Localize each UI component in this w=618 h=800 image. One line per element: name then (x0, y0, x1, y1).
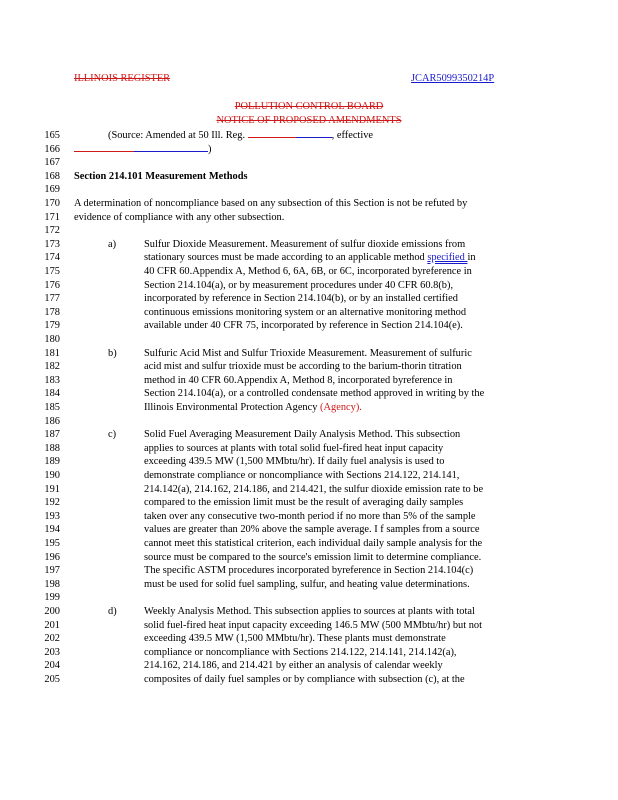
line-number: 193 (44, 510, 60, 522)
subsection-line: demonstrate compliance or noncompliance with Sections 214.122, 214.141, (144, 470, 460, 481)
source-note-cont: ) (74, 143, 211, 157)
subsection-line: Illinois Environmental Protection Agency (Agency). (144, 402, 362, 413)
subsection-letter: b) (108, 347, 117, 359)
subsection-line: solid fuel-fired heat input capacity exceeding 146.5 MW (500 MMbtu/hr) but not (144, 619, 482, 631)
register-page-blank (296, 137, 332, 138)
subsection-line: applies to sources at plants with total solid fuel-fired heat input capacity (144, 442, 444, 454)
line-number: 205 (44, 674, 60, 685)
subsection-line: 214.142(a), 214.162, 214.186, and 214.421, the sulfur dioxide emission rate to be (144, 483, 484, 495)
subsection-line: exceeding 439.5 MW (1,500 MMbtu/hr). If daily fuel analysis is used to (144, 456, 445, 468)
line-number: 203 (44, 646, 60, 658)
subsection-line: 40 CFR 60.Appendix A, Method 6, 6A, 6B, or 6C, incorporated byreference in (144, 266, 472, 277)
subsection-line: incorporated by reference in Section 214.104(b), or by an installed certified (144, 293, 458, 305)
line-number: 199 (44, 592, 60, 604)
subsection-letter: a) (108, 238, 117, 250)
line-number: 177 (44, 293, 60, 305)
subsection-line: values are greater than 20% above the sample average. I f samples from a source (144, 524, 480, 536)
subsection-line: method in 40 CFR 60.Appendix A, Method 8, incorporated byreference in (144, 374, 453, 386)
line-number: 170 (44, 198, 60, 209)
subsection-line: continuous emissions monitoring system or an alternative monitoring method (144, 306, 467, 318)
line-number: 181 (44, 347, 60, 359)
subsection-line: available under 40 CFR 75, incorporated by reference in Section 214.104(e). (144, 320, 463, 332)
line-number: 190 (44, 470, 60, 481)
line-number: 175 (44, 266, 60, 277)
subsection-line: stationary sources must be made according to an applicable method specified in (144, 252, 476, 264)
subsection-line: Weekly Analysis Method. This subsection applies to sources at plants with total (144, 606, 475, 617)
line-number: 191 (44, 483, 60, 495)
subsection-line: 214.162, 214.186, and 214.421 by either an analysis of calendar weekly (144, 660, 443, 672)
line-number: 168 (44, 170, 60, 182)
effective-date-blank-blue (134, 151, 208, 152)
line-number: 204 (44, 660, 60, 672)
line-number: 178 (44, 306, 60, 318)
line-number: 182 (44, 361, 60, 373)
subsection-line: Sulfur Dioxide Measurement. Measurement of sulfur dioxide emissions from (144, 238, 466, 250)
line-number: 167 (44, 157, 60, 169)
register-title: ILLINOIS REGISTER (74, 73, 171, 84)
line-number: 198 (44, 578, 60, 590)
line-number: 200 (44, 606, 60, 617)
subsection-line: Section 214.104(a), or by measurement procedures under 40 CFR 60.8(b), (144, 279, 454, 291)
subsection-line: The specific ASTM procedures incorporated byreference in Section 214.104(c) (144, 565, 474, 577)
line-number: 169 (44, 184, 60, 196)
line-number: 194 (44, 524, 60, 536)
subsection-line: compared to the emission limit must be the result of averaging daily samples (144, 497, 464, 509)
line-number: 183 (44, 374, 60, 386)
register-volume-blank (248, 137, 296, 138)
source-note (108, 129, 373, 143)
line-number: 185 (44, 402, 60, 413)
line-number: 172 (44, 225, 60, 237)
line-number: 165 (44, 130, 60, 141)
line-number: 180 (44, 334, 60, 345)
intro-line-1: A determination of noncompliance based on any subsection of this Section is not be refuted by (74, 198, 468, 209)
line-number: 192 (44, 497, 60, 509)
line-number: 196 (44, 551, 60, 563)
notice-title: NOTICE OF PROPOSED AMENDMENTS (216, 115, 402, 126)
section-title: Section 214.101 Measurement Methods (74, 171, 248, 182)
board-name: POLLUTION CONTROL BOARD (234, 101, 384, 112)
subsection-line: source must be compared to the source's emission limit to determine compliance. (144, 551, 482, 563)
subsection-line: cannot meet this statistical criterion, each individual daily sample analysis for the (144, 538, 483, 549)
line-number: 174 (44, 252, 60, 264)
effective-date-blank-red (74, 151, 134, 152)
subsection-line: Sulfuric Acid Mist and Sulfur Trioxide Measurement. Measurement of sulfuric (144, 347, 472, 359)
subsection-line: exceeding 439.5 MW (1,500 MMbtu/hr). These plants must demonstrate (144, 633, 446, 645)
source-prefix: (Source: Amended at 50 Ill. Reg. (108, 130, 248, 141)
subsection-letter: d) (108, 606, 117, 617)
subsection-line: composites of daily fuel samples or by compliance with subsection (c), at the (144, 674, 465, 685)
line-number: 186 (44, 415, 60, 427)
effective-label: , effective (331, 130, 374, 141)
line-number: 173 (44, 238, 60, 250)
intro-line-2: evidence of compliance with any other subsection. (74, 212, 285, 223)
line-number: 184 (44, 388, 60, 400)
line-number: 189 (44, 456, 60, 468)
line-number: 195 (44, 538, 60, 549)
line-number: 166 (44, 143, 60, 155)
line-number: 176 (44, 279, 60, 291)
line-number: 201 (44, 619, 60, 631)
agency-insertion: (Agency). (320, 402, 362, 413)
subsection-line: taken over any consecutive two-month period if no more than 5% of the sample (144, 510, 476, 522)
line-number: 188 (44, 442, 60, 454)
subsection-line: must be used for solid fuel sampling, sulfur, and heating value determinations. (144, 578, 470, 590)
subsection-line: Section 214.104(a), or a controlled condensate method approved in writing by the (144, 388, 485, 400)
line-number: 197 (44, 565, 60, 577)
subsection-line: compliance or noncompliance with Sections 214.122, 214.141, 214.142(a), (144, 646, 457, 658)
line-number: 179 (44, 320, 60, 332)
subsection-line: acid mist and sulfur trioxide must be according to the barium-thorin titration (144, 361, 462, 373)
specified-insertion: specified (427, 252, 468, 264)
line-number: 171 (44, 211, 60, 223)
subsection-line: Solid Fuel Averaging Measurement Daily Analysis Method. This subsection (144, 429, 461, 441)
line-number: 187 (44, 429, 60, 441)
subsection-letter: c) (108, 429, 117, 441)
document-id-link[interactable]: JCAR5099350214P (411, 73, 495, 84)
line-number: 202 (44, 633, 60, 645)
